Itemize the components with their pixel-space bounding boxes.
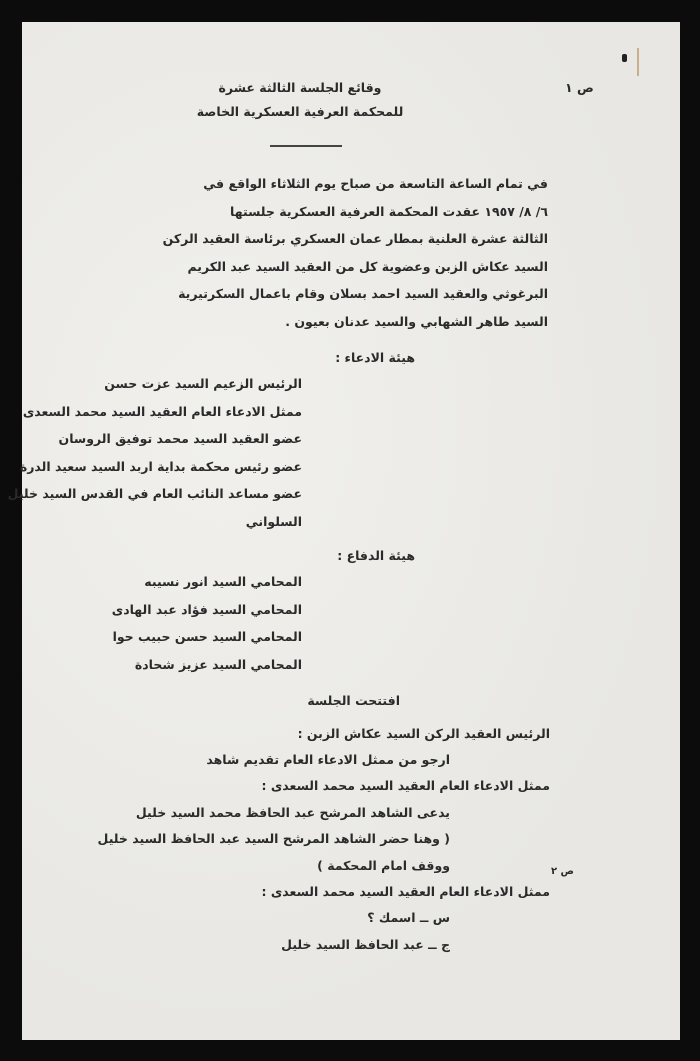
session-line: ممثل الادعاء العام العقيد السيد محمد السعدى :: [261, 778, 550, 793]
intro-paragraph: [163, 170, 548, 335]
intro-line: الثالثة عشرة العلنية بمطار عمان العسكري برئاسة العقيد الركن: [162, 231, 548, 246]
list-item: عضو رئيس محكمة بداية اربد السيد سعيد الدرة: [19, 458, 302, 474]
list-item: المحامي السيد فؤاد عبد الهادى: [111, 601, 302, 617]
session-line: الرئيس العقيد الركن السيد عكاش الزبن :: [297, 726, 550, 741]
intro-line: السيد عكاش الزبن وعضوية كل من العقيد السيد عبد الكريم: [187, 258, 548, 274]
prosecution-heading: هيئة الادعاء :: [335, 350, 415, 365]
page-number: ص ١: [565, 80, 594, 95]
title-line-1: وقائع الجلسة الثالثة عشرة: [218, 80, 382, 95]
title-line-2: للمحكمة العرفية العسكرية الخاصة: [196, 104, 404, 119]
page-number-2: ص ٢: [550, 866, 574, 877]
list-item: المحامي السيد حسن حبيب حوا: [112, 629, 302, 644]
list-item: الرئيس الزعيم السيد عزت حسن: [104, 376, 302, 391]
intro-line: في تمام الساعة التاسعة من صباح يوم الثلاثاء الواقع في: [203, 176, 548, 191]
prosecution-list: [8, 370, 302, 535]
intro-line: السيد طاهر الشهابي والسيد عدنان بعيون .: [285, 313, 548, 329]
session-line: ج ــ عبد الحافظ السيد خليل: [281, 937, 450, 952]
session-heading: افتتحت الجلسة: [307, 693, 400, 708]
session-line: س ــ اسمك ؟: [367, 910, 450, 925]
session-line: ( وهنا حضر الشاهد المرشح السيد عبد الحافظ السيد خليل: [97, 831, 450, 846]
list-item: المحامي السيد عزيز شحادة: [134, 656, 302, 672]
list-item: ممثل الادعاء العام العقيد السيد محمد السعدى: [22, 403, 302, 419]
session-line: ارجو من ممثل الادعاء العام تقديم شاهد: [206, 752, 450, 767]
list-item: عضو العقيد السيد محمد توفيق الروسان: [58, 431, 302, 446]
intro-line: البرغوثي والعقيد السيد احمد بسلان وقام باعمال السكرتيرية: [178, 286, 548, 301]
staple-mark: [622, 54, 627, 62]
session-line: ممثل الادعاء العام العقيد السيد محمد السعدى :: [261, 884, 550, 899]
paper-edge-mark: [637, 48, 639, 76]
session-line: يدعى الشاهد المرشح عبد الحافظ محمد السيد خليل: [135, 805, 450, 820]
list-item: عضو مساعد النائب العام في القدس السيد خليل: [7, 486, 302, 501]
defense-heading: هيئة الدفاع :: [337, 548, 415, 563]
session-line: ووقف امام المحكمة ): [317, 858, 450, 873]
intro-line: ٦/ ٨/ ١٩٥٧ عقدت المحكمة العرفية العسكرية جلستها: [230, 203, 548, 219]
list-item: المحامي السيد انور نسيبه: [144, 574, 302, 589]
defense-list: [112, 568, 302, 678]
title-divider: [270, 145, 342, 147]
list-item: السلواني: [245, 513, 302, 529]
